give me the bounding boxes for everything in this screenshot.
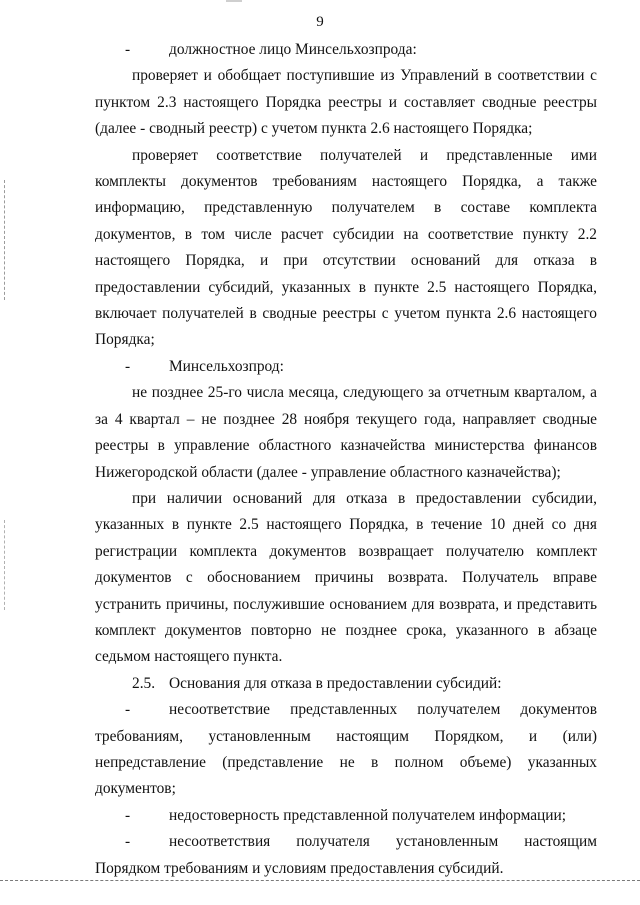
section-title: Основания для отказа в предоставлении субсидий:: [169, 674, 502, 692]
list-dash: -: [125, 357, 131, 375]
list-item-text: несоответствия получателя установленным настоящим Порядком требованиям и условиям предоставления субсидий.: [95, 833, 597, 877]
list-dash: -: [125, 833, 131, 851]
list-dash: -: [125, 41, 131, 58]
paragraph-checks-recipients: проверяет соответствие получателей и представленные ими комплекты документов требованиям настоящего Порядка, а также информацию, представленную получателем в составе комплекта документов, в том числе расчет субсидии на соответствие пункту 2.2 настоящего Порядка, и при отсутствии оснований для отказа в предоставлении субсидий, указанных в пункте 2.5 настоящего Порядка, включает получателей в сводные реестры с учетом пункта 2.6 настоящего Порядка;: [95, 146, 597, 349]
section-number: 2.5.: [132, 674, 156, 692]
paragraph-ministry-head: [95, 354, 597, 380]
paragraph-refusal-return: при наличии оснований для отказа в предоставлении субсидии, указанных в пункте 2.5 настоящего Порядка, в течение 10 дней со дня регистрации комплекта документов возвращает получателю комплект документов с обоснованием причины возврата. Получатель вправе устранить причины, послужившие основанием для возврата, и представить комплект документов повторно не позднее срока, указанного в абзаце седьмом настоящего пункта.: [95, 489, 597, 666]
paragraph-text: Минсельхозпрод:: [169, 357, 284, 375]
scan-edge-mark: [4, 180, 7, 300]
page-number: 9: [316, 14, 324, 30]
paragraph-text: должностное лицо Минсельхозпрода:: [169, 41, 417, 58]
section-2-5-heading: [95, 671, 597, 697]
scan-edge-mark-lower: [4, 520, 7, 610]
paragraph-deadline: не позднее 25-го числа месяца, следующего за отчетным кварталом, а за 4 квартал – не позднее 28 ноября текущего года, направляет сводные реестры в управление областного казначейства министерства финансов Нижегородской области (далее - управление областного казначейства);: [95, 384, 597, 481]
list-item-noncompliance: [95, 697, 597, 803]
list-item-text: несоответствие представленных получателем документов требованиям, установленным настоящим Порядком, и (или) непредставление (представление не в полном объеме) указанных документов;: [95, 701, 597, 798]
list-item-requirements: [95, 829, 597, 882]
scan-artifact-top: [226, 0, 242, 2]
list-item-unreliable-info: [95, 803, 597, 829]
paragraph-checks-registers: проверяет и обобщает поступившие из Управлений в соответствии с пунктом 2.3 настоящего Порядка реестры и составляет сводные реестры (далее - сводный реестр) с учетом пункта 2.6 настоящего Порядка;: [95, 67, 597, 138]
document-body: [95, 37, 597, 882]
list-dash: -: [125, 701, 131, 719]
scan-bottom-edge: [0, 880, 640, 881]
paragraph-official-head: [95, 37, 597, 63]
list-item-text: недостоверность представленной получателем информации;: [169, 806, 567, 824]
list-dash: -: [125, 806, 131, 824]
